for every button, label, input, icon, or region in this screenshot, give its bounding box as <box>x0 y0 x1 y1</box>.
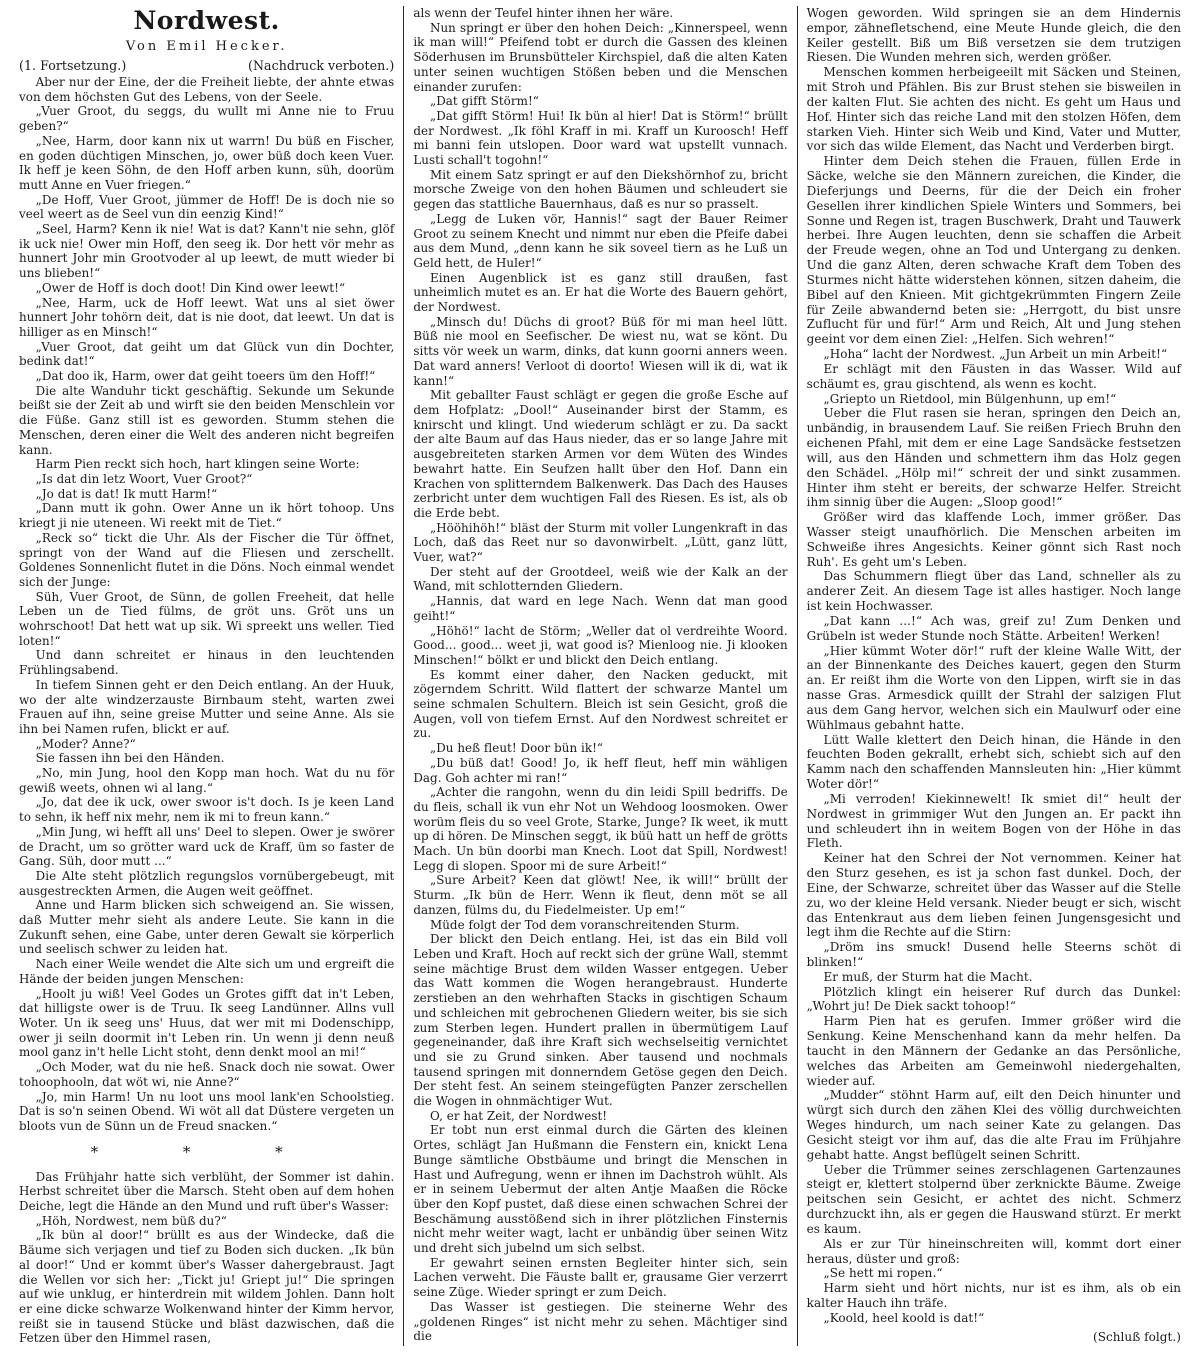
paragraph: „Ower de Hoff is doch doot! Din Kind ower leewt!“ <box>35 280 346 295</box>
column-3 <box>797 6 1190 1346</box>
paragraph: Als er zur Tür hineinschreiten will, kommt dort einer heraus, düster und groß: <box>806 1236 1181 1266</box>
paragraph: Die alte Wanduhr tickt geschäftig. Sekunde um Sekunde beißt sie der Zeit ab und wirft sie den beiden Menschlein vor die Füße. Ganz still ist es geworden. Stumm stehen die Menschen, deren einer die Welt des anderen nicht begreifen kann. <box>19 383 395 457</box>
column-2 <box>403 6 796 1346</box>
paragraph: Harm sieht und hört nichts, nur ist es ihm, als ob ein kalter Hauch ihn träfe. <box>806 1281 1181 1311</box>
paragraph: „Jo, min Harm! Un nu loot uns mool lank'en Schoolstieg. Dat is so'n seinen Obend. Wi wöt all dat Düstere vergeten un bloots vun de Sünn un de Freud snacken.“ <box>19 1089 395 1133</box>
paragraph: Aber nur der Eine, der die Freiheit liebte, der ahnte etwas von dem höchsten Gut des Lebens, von der Seele. <box>19 75 395 104</box>
paragraph: „Höh, Nordwest, nem büß du?“ <box>35 1213 227 1228</box>
paragraph: „Se hett mi ropen.“ <box>823 1266 943 1281</box>
paragraph: Der steht auf der Grootdeel, weiß wie der Kalk an der Wand, mit schlotternden Gliedern. <box>413 564 788 594</box>
installment-note: (1. Fortsetzung.) <box>19 58 127 73</box>
paragraph: „Vuer Groot, dat geiht um dat Glück vun din Dochter, bedink dat!“ <box>19 339 395 369</box>
paragraph: „Nee, Harm, uck de Hoff leewt. Wat uns al siet öwer hunnert Johr tohörn deit, dat is nie doot, dat leewt. Un dat is hilliger as en Minsch!“ <box>19 295 395 339</box>
column-3-body <box>807 6 1181 1326</box>
paragraph: O, er hat Zeit, der Nordwest! <box>429 1108 608 1123</box>
paragraph: Lütt Walle klettert den Deich hinan, die Hände in den feuchten Boden gekrallt, erhebt sich, schiebt sich auf den Kamm nach den schaffenden Mannsleuten hin: „Hier kümmt Woter dör!“ <box>806 732 1181 792</box>
paragraph: Er schlägt mit den Fäusten in das Wasser. Wild auf schäumt es, grau gischtend, als wenn es kocht. <box>806 361 1181 391</box>
paragraph: „De Hoff, Vuer Groot, jümmer de Hoff! De is doch nie so veel weert as de Seel vun din eenzig Kind!“ <box>19 192 395 222</box>
section-separator: * * * <box>90 1142 323 1161</box>
paragraph: „Dat kann ...!“ Ach was, greif zu! Zum Denken und Grübeln ist weder Stunde noch Stätte. Arbeiten! Werken! <box>806 613 1181 643</box>
paragraph: „Nee, Harm, door kann nix ut warrn! Du büß en Fischer, en goden düchtigen Minschen, jo, ower büß doch keen Vuer. Ik heff je keen Söhn, de den Hoff arben kunn, süh, doorüm mutt Anne en Vuer friegen.“ <box>19 133 395 192</box>
paragraph: Größer wird das klaffende Loch, immer größer. Das Wasser steigt unaufhörlich. Die Menschen arbeiten im Schweiße ihres Angesichts. Keiner gönnt sich Rast noch Ruh'. Es geht um's Leben. <box>806 510 1181 569</box>
paragraph: „Hoha“ lacht der Nordwest. „Jun Arbeit un min Arbeit!“ <box>823 347 1168 362</box>
paragraph: „Dat gifft Störm! Hui! Ik bün al hier! Dat is Störm!“ brüllt der Nordwest. „Ik föhl Kraff in mi. Kraff un Kuroosch! Heff mi banni fein utslopen. Door ward wat upstellt vunnach. Lusti schall't togohn!“ <box>413 108 788 168</box>
copyright-note: (Nachdruck verboten.) <box>248 58 395 73</box>
paragraph: Mit einem Satz springt er auf den Diekshörnhof zu, bricht morsche Zweige von den hohen Bäumen und schleudert sie gegen das stattliche Bauernhaus, daß es nur so prasselt. <box>413 167 788 212</box>
paragraph: „Reck so“ tickt die Uhr. Als der Fischer die Tür öffnet, springt von der Wand auf die Fliesen und zerschellt. Goldenes Sonnenlicht flutet in die Döns. Noch einmal wendet sich der Junge: <box>19 530 395 589</box>
paragraph: „Mi verroden! Kiekinnewelt! Ik smiet di!“ heult der Nordwest in grimmiger Wut den Jungen an. Er packt ihn und schleudert ihn in weitem Bogen von der Höhe in das Fleth. <box>806 791 1181 851</box>
paragraph: „Hoolt ju wiß! Veel Godes un Grotes gifft dat in't Leben, dat hilligste ower is de Truu. Ik seeg Landünner. Allns vull Woter. Un ik seeg uns' Huus, dat wer mit mi Dodenschipp, ower ji seiln doormit in't Leben rin. Un wenn ji denn neuß mool ganz in't helle Licht stoht, denn denkt mool an mi!“ <box>19 986 395 1060</box>
paragraph: Er gewahrt seinen ernsten Begleiter hinter sich, sein Lachen verweht. Die Fäuste ballt er, grausame Gier verzerrt seine Züge. Wieder springt er zum Deich. <box>413 1255 788 1300</box>
paragraph: Anne und Harm blicken sich schweigend an. Sie wissen, daß Mutter mehr sieht als andere Leute. Sie kann in die Zukunft sehen, eine Gabe, unter deren Gewalt sie körperlich und seelisch schwer zu leiden hat. <box>19 898 395 957</box>
paragraph: „Jo, dat dee ik uck, ower swoor is't doch. Is je keen Land to sehn, ik heff nix mehr, nem ik mi to freun kann.“ <box>19 795 395 825</box>
paragraph: Sie fassen ihn bei den Händen. <box>35 751 225 766</box>
paragraph: Mit geballter Faust schlägt er gegen die große Esche auf dem Hofplatz: „Dool!“ Auseinander birst der Stamm, es knirscht und klingt. Und wiederum schlägt er zu. Da sackt der alte Baum auf das Haus nieder, das er so lange Jahre mit ausgebreiteten starken Armen vor dem Wüten des Windes bewahrt hatte. Ein Seufzen hallt über den Hof. Dann ein Krachen von splitterndem Balkenwerk. Das Dach des Hauses zerbricht unter dem wuchtigen Fall des Riesen. Es ist, als ob die Erde bebt. <box>413 388 788 520</box>
paragraph: In tiefem Sinnen geht er den Deich entlang. An der Huuk, wo der alte windzerzauste Birnbaum steht, warten zwei Frauen auf ihn, seine greise Mutter und seine Anne. Als sie ihn bei Namen rufen, blickt er auf. <box>19 677 395 736</box>
paragraph: „Seel, Harm? Kenn ik nie! Wat is dat? Kann't nie sehn, glöf ik uck nie! Ower min Hoff, den seeg ik. Dor hett vör mehr as hunnert Johr min Grootvoder al up leewt, de mutt wieder bi uns blieben!“ <box>19 222 395 281</box>
paragraph: Wogen geworden. Wild springen sie an dem Hindernis empor, zähnefletschend, eine Meute Hunde gleich, die den Keiler gestellt. Biß um Biß versetzen sie dem trutzigen Riesen. Die Wunden mehren sich, werden größer. <box>806 6 1181 65</box>
column-1 <box>10 6 403 1346</box>
paragraph: „Minsch du! Düchs di groot? Büß för mi man heel lütt. Büß nie mool en Seefischer. De wiest nu, wat se könt. Du sitts vör week un warm, dinks, dat kunn goorni anners ween. Dat ward anners! Verloot di doorto! Wiesen will ik di, wat ik kann!“ <box>413 314 788 388</box>
paragraph: „Hööhihöh!“ bläst der Sturm mit voller Lungenkraft in das Loch, daß das Reet nur so davonwirbelt. „Lütt, ganz lütt, Vuer, wat?“ <box>413 520 788 565</box>
article-title: Nordwest. <box>133 6 280 35</box>
paragraph: als wenn der Teufel hinter ihnen her wäre. <box>413 6 674 20</box>
paragraph: Er muß, der Sturm hat die Macht. <box>823 969 1033 984</box>
paragraph: Das Wasser ist gestiegen. Die steinerne Wehr des „goldenen Ringes“ ist nicht mehr zu sehen. Mächtiger sind die <box>413 1299 788 1344</box>
paragraph: Und dann schreitet er hinaus in den leuchtenden Frühlingsabend. <box>19 648 395 678</box>
paragraph: „No, min Jung, hool den Kopp man hoch. Wat du nu för gewiß weets, ohnen wi al lang.“ <box>19 766 395 795</box>
paragraph: „Griepto un Rietdool, min Bülgenhunn, up em!“ <box>823 391 1117 406</box>
paragraph: „Legg de Luken vör, Hannis!“ sagt der Bauer Reimer Groot zu seinem Knecht und nimmt nur eben die Pfeife dabei aus dem Mund, „denn kann he sik soveel tiern as he Luß un Geld hett, de Huler!“ <box>413 211 788 270</box>
paragraph: „Hannis, dat ward en lege Nach. Wenn dat man good geiht!“ <box>413 594 788 623</box>
paragraph: „Sure Arbeit? Keen dat glöwt! Nee, ik will!“ brüllt der Sturm. „Ik bün de Herr. Wenn ik fleut, denn möt se all danzen, fülms du, du Fiedelmeister. Up em!“ <box>413 873 788 917</box>
article-byline: Von Emil Hecker. <box>125 39 288 54</box>
paragraph: Ueber die Trümmer seines zerschlagenen Gartenzaunes steigt er, klettert stolpernd über zerknickte Bäume. Zweige peitschen sein Gesicht, er achtet des nicht. Schmerz durchzuckt ihn, als er gegen die Hauswand stürzt. Er merkt es kaum. <box>806 1162 1181 1236</box>
paragraph: „Du büß dat! Good! Jo, ik heff fleut, heff min wähligen Dag. Goh achter mi ran!“ <box>413 755 788 785</box>
to-be-continued: (Schluß folgt.) <box>1092 1329 1181 1344</box>
paragraph: „Achter die rangohn, wenn du din leidi Spill bedriffs. De du fleis, schall ik vun ehr Not un Wehdoog loosmoken. Ower worüm fleis du so veel Grote, Starke, Junge? Ik weet, ik mutt up di hören. De Minschen seggt, ik büü hatt un heff de grötts Mach. Un bün doorbi man Knech. Loot dat Spill, Nordwest! Legg di slopen. Spoor mi de sure Arbeit!“ <box>413 785 788 873</box>
paragraph: Das Schummern fliegt über das Land, schneller als zu anderer Zeit. An diesem Tage ist alles hastiger. Noch lange ist kein Hochwasser. <box>806 569 1181 614</box>
paragraph: Harm Pien reckt sich hoch, hart klingen seine Worte: <box>35 457 360 472</box>
paragraph: Süh, Vuer Groot, de Sünn, de gollen Freeheit, dat helle Leben un de Tied fülms, de gröt uns. Gröt uns un wohrschoot! Dat hett wat up sik. Wi spreekt uns weller. Tied loten!“ <box>19 589 395 648</box>
paragraph: Er tobt nun erst einmal durch die Gärten des kleinen Ortes, schlägt Jan Hußmann die Fenstern ein, knickt Lena Bunge sämtliche Obstbäume und bringt die Menschen in Hast und Aufregung, wenn er ihnen im Dachstroh wühlt. Als er in seinem Uebermut der alten Antje Maaßen die Röcke über den Kopf pustet, daß diese einen schwachen Schrei der Beschämung ausstößend sich in ihrer plötzlichen Finsternis nicht mehr weiter wagt, lacht er unbändig über seinen Witz und dreht sich jubelnd um sich selbst. <box>413 1123 788 1256</box>
paragraph: Harm Pien hat es gerufen. Immer größer wird die Senkung. Keine Menschenhand kann da mehr helfen. Da taucht in den Männern der Gedanke an das Persönliche, welches das Arbeiten am Gemeinwohl niedergehalten, wieder auf. <box>806 1014 1181 1088</box>
paragraph: „Min Jung, wi hefft all uns' Deel to slepen. Ower je swörer de Dracht, um so grötter ward uck de Kraff, üm so faster de Gang. Süh, door mutt ...“ <box>19 824 395 869</box>
column-1-body <box>19 75 394 1346</box>
paragraph: Das Frühjahr hatte sich verblüht, der Sommer ist dahin. Herbst schreitet über die Marsch. Steht oben auf dem hohen Deiche, legt die Hände an den Mund und ruft über's Wasser: <box>19 1169 395 1214</box>
paragraph: Plötzlich klingt ein heiserer Ruf durch das Dunkel: „Wohrt ju! De Diek sackt tohoop!“ <box>806 984 1181 1014</box>
paragraph: Müde folgt der Tod dem voranschreitenden Sturm. <box>429 917 740 932</box>
paragraph: „Mudder“ stöhnt Harm auf, eilt den Deich hinunter und würgt sich durch den zähen Klei des völlig durchweichten Weges hindurch, um nach seiner Kate zu gelangen. Das Gesicht steigt vor ihm auf, das die alte Frau im Frühjahre gehabt hatte. Angst beflügelt seinen Schritt. <box>806 1088 1181 1162</box>
paragraph: Nun springt er über den hohen Deich: „Kinnerspeel, wenn ik man will!“ Pfeifend tobt er durch die Gassen des kleinen Söderhusen im Brunsbütteler Kirchspiel, daß die alten Katen unter seinen wuchtigen Stößen beben und die Menschen einander zurufen: <box>413 20 788 94</box>
paragraph: „Is dat din letz Woort, Vuer Groot?“ <box>35 471 253 486</box>
paragraph: Menschen kommen herbeigeeilt mit Säcken und Steinen, mit Stroh und Pfählen. Bis zur Brust stehen sie bisweilen in der kalten Flut. Sie achten des nicht. Es geht um Haus und Hof. Hinter sich das reiche Land mit den stolzen Höfen, dem starken Vieh. Hinter sich Weib und Kind, Vater und Mutter, vor sich das wilde Element, das Nacht und Verderben birgt. <box>806 65 1181 154</box>
paragraph: „Du heß fleut! Door bün ik!“ <box>429 741 604 756</box>
meta-row <box>19 58 394 74</box>
paragraph: Keiner hat den Schrei der Not vernommen. Keiner hat den Sturz gesehen, es ist ja schon fast dunkel. Doch, der Eine, der Schwarze, schreitet über das Wasser auf die Stelle zu, wo der kleine Held versank. Nieder beugt er sich, wischt das Entenkraut aus dem lieben feinen Jungensgesicht und legt ihm die Rechte auf die Stirn: <box>806 851 1181 940</box>
paragraph: „Och Moder, wat du nie heß. Snack doch nie sowat. Ower tohoophooln, dat wöt wi, nie Anne?“ <box>19 1060 395 1089</box>
paragraph: Es kommt einer daher, den Nacken geduckt, mit zögerndem Schritt. Wild flattert der schwarze Mantel um seine schmalen Schultern. Bleich ist sein Gesicht, groß die Augen, voll von tiefem Ernst. Auf den Nordwest schreitet er zu. <box>413 667 788 741</box>
paragraph: „Ik bün al door!“ brüllt es aus der Windecke, daß die Bäume sich verjagen und tief zu Boden sich ducken. „Ik bün al door!“ Und er kommt über's Wasser dahergebraust. Jagt die Wellen vor sich her: „Tickt ju! Griept ju!“ Die springen auf wie unklug, er hinterdrein mit wildem Johlen. Dann holt er eine dicke schwarze Wolkenwand hinter der Kimm hervor, reißt sie in tausend Stücke und bläst dazwischen, daß die Fetzen über den Himmel rasen, <box>19 1228 395 1346</box>
paragraph: „Jo dat is dat! Ik mutt Harm!“ <box>35 486 218 501</box>
paragraph: „Moder? Anne?“ <box>35 736 136 751</box>
paragraph: „Dröm ins smuck! Dusend helle Steerns schöt di blinken!“ <box>806 940 1181 969</box>
paragraph: „Hier kümmt Woter dör!“ ruft der kleine Walle Witt, der an der Binnenkante des Deiches kauert, gegen den Sturm an. Er reißt ihm die Worte von den Lippen, wirft sie in das nasse Gras. Armesdick quillt der Strahl der salzigen Flut aus dem Gang hervor, welchen sich ein Maulwurf oder eine Wühlmaus gebahnt hatte. <box>806 643 1181 732</box>
paragraph: „Koold, heel koold is dat!“ <box>823 1310 985 1325</box>
paragraph: Nach einer Weile wendet die Alte sich um und ergreift die Hände der beiden jungen Menschen: <box>19 957 395 986</box>
paragraph: Die Alte steht plötzlich regungslos vornübergebeugt, mit ausgestreckten Armen, die Augen weit geöffnet. <box>19 868 395 898</box>
paragraph: „Vuer Groot, du seggs, du wullt mi Anne nie to Fruu geben?“ <box>19 104 395 134</box>
paragraph: „Dann mutt ik gohn. Ower Anne un ik hört tohoop. Uns kriegt ji nie uteneen. Wi reekt mit de Tiet.“ <box>19 501 395 531</box>
paragraph: „Dat doo ik, Harm, ower dat geiht toeers üm den Hoff!“ <box>35 369 376 384</box>
paragraph: Hinter dem Deich stehen die Frauen, füllen Erde in Säcke, welche sie den Männern zureichen, die Kinder, die Dieferjungs und Deerns, für die der Deich ein froher Gesellen ihrer kindlichen Spiele Winters und Sommers, bei Sonne und Regen ist, tragen Buschwerk, Draht und Tauwerk herbei. Ihre Augen leuchten, denn sie schaffen die Arbeit der Freude wegen, ohne an Tod und Untergang zu denken. Und die ganz Alten, deren schwache Kraft dem Toben des Sturmes nicht hätte widerstehen können, sitzen daheim, die Bibel auf den Knieen. Mit gichtgekrümmten Fingern Zeile für Zeile abwandernd beten sie: „Herrgott, du bist unsre Zuflucht für und für!“ Arm und Reich, Alt und Jung stehen geeint vor dem einen Ziel: „Helfen. Sich wehren!“ <box>806 154 1181 347</box>
paragraph: Ueber die Flut rasen sie heran, springen den Deich an, unbändig, in brausendem Lauf. Sie reißen Friech Bruhn den eichenen Pfahl, mit dem er eine Lage Sandsäcke festsetzen will, aus den Händen und schmettern ihm das Holz gegen den Schädel. „Hölp mi!“ schreit der und sinkt zusammen. Hinter ihm steht er bereits, der schwarze Helfer. Streicht ihm sinnig über die Augen: „Sloop good!“ <box>806 406 1181 510</box>
paragraph: Der blickt den Deich entlang. Hei, ist das ein Bild voll Leben und Kraft. Hoch auf reckt sich der grüne Wall, stemmt seine mächtige Brust dem wilden Wasser entgegen. Ueber das Watt kommen die Wogen herangebraust. Hunderte zerstieben an den wehrhaften Stacks in gischtigen Schaum und schleichen mit gebrochenen Gliedern weiter, bis sie sich zum Sterben legen. Hundert prallen in übermütigem Lauf gegeneinander, daß ihre Kraft sich wechselseitig vernichtet und sie zu Grund sinken. Aber tausend und nochmals tausend springen mit donnerndem Getöse gegen den Deich. Der steht fest. An seinem steingefügten Panzer zerschellen die Wogen in ohnmächtiger Wut. <box>413 932 788 1109</box>
paragraph: „Dat gifft Störm!“ <box>429 94 539 109</box>
paragraph: „Höhö!“ lacht de Störm; „Weller dat ol verdreihte Woord. Good... good... weet ji, wat good is? Mienloog nie. Ji klooken Minschen!“ bölkt er und blickt den Deich entlang. <box>413 623 788 667</box>
paragraph: Einen Augenblick ist es ganz still draußen, fast unheimlich mutet es an. Er hat die Worte des Bauern gehört, der Nordwest. <box>413 270 788 315</box>
column-2-body <box>413 6 787 1344</box>
